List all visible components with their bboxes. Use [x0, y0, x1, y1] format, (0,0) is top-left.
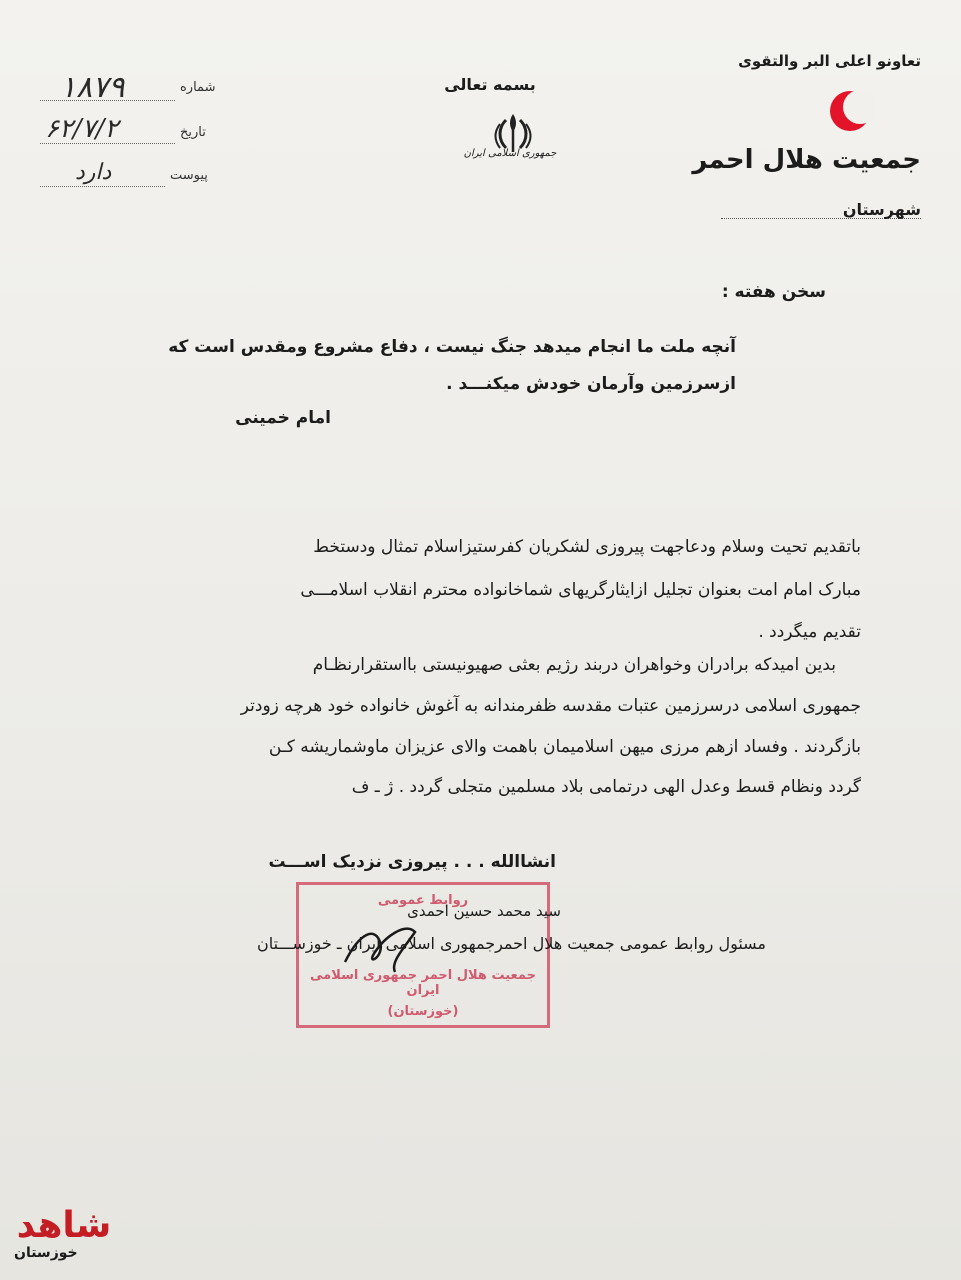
stamp-line-2: جمعیت هلال احمر جمهوری اسلامی ایران: [310, 968, 536, 998]
para2-line-2: جمهوری اسلامی درسرزمین عتبات مقدسه ظفرمندانه به آغوش خانواده خود هرچه زودتر: [240, 696, 861, 716]
city-label: شهرستان: [842, 200, 921, 219]
emblem-caption: جمهوری اسلامی ایران: [463, 148, 557, 159]
signer-title: مسئول روابط عمومی جمعیت هلال احمرجمهوری اسلامی ایران ـ خوزســـتان: [256, 934, 766, 953]
attachment-underline: [40, 186, 165, 187]
stamp-line-3: (خوزستان): [387, 1004, 459, 1019]
number-value: ۱۸۷۹: [60, 70, 125, 105]
signer-name: سید محمد حسین احمدی: [407, 902, 561, 920]
attachment-label: پیوست: [170, 168, 208, 183]
logo-text: شاهد: [16, 1205, 112, 1246]
bismillah: بسمه تعالی: [444, 75, 536, 94]
quote-line-2: ازسرزمین وآرمان خودش میکنـــد .: [446, 374, 736, 394]
number-label: شماره: [180, 80, 216, 95]
red-crescent-icon: [827, 88, 873, 134]
watermark-label: خوزستان: [14, 1245, 78, 1261]
para2-line-1: بدین امیدکه برادران وخواهران دربند رژیم بعثی صهیونیستی بااستقرارنظـام: [312, 655, 836, 675]
para1-line-2: مبارک امام امت بعنوان تجلیل ازایثارگریهای شماخانواده محترم انقلاب اسلامـــی: [300, 580, 861, 600]
iran-emblem-icon: [478, 100, 548, 170]
week-saying-heading: سخن هفته :: [721, 282, 826, 302]
org-motto: تعاونو اعلی البر والتقوی: [738, 52, 921, 70]
stamp-line-1: روابط عمومی: [377, 893, 469, 908]
para1-line-3: تقدیم میگردد .: [758, 622, 861, 642]
quote-line-1: آنچه ملت ما انجام میدهد جنگ نیست ، دفاع مشروع ومقدس است که: [168, 337, 736, 357]
closing-line: انشاالله . . . پیروزی نزدیک اســـت: [268, 852, 556, 872]
para2-line-4: گردد ونظام قسط وعدل الهی درتمامی بلاد مسلمین متجلی گردد . ژ ـ ف: [351, 777, 861, 797]
org-name: جمعیت هلال احمر: [692, 145, 921, 175]
date-value: ۶۲/۷/۲: [45, 114, 119, 144]
attachment-value: دارد: [75, 160, 112, 185]
quote-author: امام خمینی: [235, 408, 331, 428]
para1-line-1: باتقدیم تحیت وسلام ودعاجهت پیروزی لشکریان کفرستیزاسلام تمثال ودستخط: [313, 537, 861, 557]
shahed-logo: [14, 1195, 114, 1250]
para2-line-3: بازگردند . وفساد ازهم مرزی میهن اسلامیمان باهمت والای عزیزان ماوشماریشه کـن: [268, 737, 861, 757]
date-label: تاریخ: [180, 125, 206, 140]
